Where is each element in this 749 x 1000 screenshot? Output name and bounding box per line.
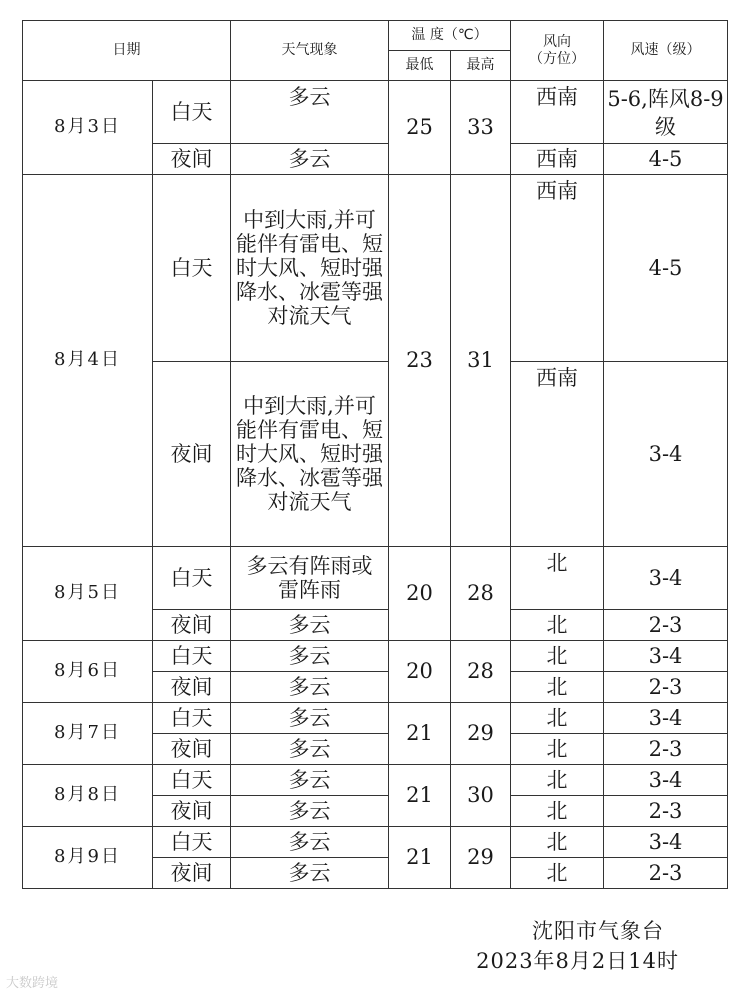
temp-min-cell: 21	[389, 827, 451, 889]
temp-max-cell: 33	[451, 81, 511, 175]
temp-min-cell: 25	[389, 81, 451, 175]
wind-speed-cell: 3-4	[604, 827, 728, 858]
wind-speed-cell: 3-4	[604, 641, 728, 672]
weather-cell: 多云	[231, 796, 389, 827]
weather-cell: 多云	[231, 703, 389, 734]
wind-direction-cell: 北	[511, 765, 604, 796]
table-row	[23, 827, 728, 858]
table-row	[23, 175, 728, 362]
wind-direction-cell: 北	[511, 827, 604, 858]
period-cell: 夜间	[153, 144, 231, 175]
weather-cell: 多云	[231, 858, 389, 889]
header-date: 日期	[23, 21, 231, 81]
temp-min-cell: 21	[389, 765, 451, 827]
period-cell: 白天	[153, 175, 231, 362]
date-cell: 8月4日	[23, 175, 153, 547]
date-cell: 8月9日	[23, 827, 153, 889]
period-cell: 夜间	[153, 610, 231, 641]
wind-speed-cell: 2-3	[604, 796, 728, 827]
weather-cell: 多云	[231, 827, 389, 858]
header-wind-direction-label: 风向	[543, 34, 571, 51]
weather-cell: 中到大雨,并可能伴有雷电、短时大风、短时强降水、冰雹等强对流天气	[231, 362, 389, 547]
wind-direction-cell: 西南	[511, 175, 604, 362]
temp-max-cell: 31	[451, 175, 511, 547]
table-row	[23, 765, 728, 796]
wind-speed-cell: 4-5	[604, 144, 728, 175]
wind-speed-cell: 2-3	[604, 610, 728, 641]
temp-min-cell: 23	[389, 175, 451, 547]
period-cell: 夜间	[153, 734, 231, 765]
weather-cell: 多云	[231, 734, 389, 765]
header-wind-direction-sub: （方位）	[529, 50, 585, 67]
temp-max-cell: 30	[451, 765, 511, 827]
temp-min-cell: 21	[389, 703, 451, 765]
header-wind-direction	[511, 21, 604, 81]
period-cell: 白天	[153, 765, 231, 796]
wind-speed-cell: 4-5	[604, 175, 728, 362]
date-cell: 8月5日	[23, 547, 153, 641]
watermark-logo: 大数跨境	[6, 976, 59, 991]
table-row	[23, 641, 728, 672]
wind-speed-cell: 3-4	[604, 703, 728, 734]
weather-cell: 多云有阵雨或雷阵雨	[231, 547, 389, 610]
header-temp-max: 最高	[451, 51, 511, 81]
wind-speed-cell: 2-3	[604, 672, 728, 703]
header-temp-min: 最低	[389, 51, 451, 81]
wind-direction-cell: 北	[511, 641, 604, 672]
temp-min-cell: 20	[389, 641, 451, 703]
period-cell: 白天	[153, 827, 231, 858]
wind-direction-cell: 北	[511, 703, 604, 734]
wind-direction-cell: 北	[511, 672, 604, 703]
table-row	[23, 81, 728, 144]
weather-cell: 多云	[231, 144, 389, 175]
period-cell: 白天	[153, 81, 231, 144]
weather-cell: 多云	[231, 765, 389, 796]
wind-direction-cell: 西南	[511, 144, 604, 175]
period-cell: 夜间	[153, 858, 231, 889]
table-row	[23, 547, 728, 610]
wind-direction-cell: 北	[511, 610, 604, 641]
weather-cell: 多云	[231, 672, 389, 703]
weather-cell: 多云	[231, 641, 389, 672]
date-cell: 8月3日	[23, 81, 153, 175]
wind-speed-cell: 2-3	[604, 734, 728, 765]
weather-cell: 多云	[231, 610, 389, 641]
temp-max-cell: 29	[451, 703, 511, 765]
wind-direction-cell: 北	[511, 734, 604, 765]
date-cell: 8月7日	[23, 703, 153, 765]
temp-min-cell: 20	[389, 547, 451, 641]
period-cell: 白天	[153, 641, 231, 672]
table-row	[23, 703, 728, 734]
wind-speed-cell: 3-4	[604, 547, 728, 610]
wind-speed-cell: 5-6,阵风8-9级	[604, 81, 728, 144]
period-cell: 白天	[153, 703, 231, 734]
period-cell: 白天	[153, 547, 231, 610]
period-cell: 夜间	[153, 796, 231, 827]
issuing-organization: 沈阳市气象台	[532, 919, 664, 943]
wind-direction-cell: 北	[511, 858, 604, 889]
header-temperature: 温 度（℃）	[389, 21, 511, 51]
period-cell: 夜间	[153, 672, 231, 703]
temp-max-cell: 28	[451, 641, 511, 703]
date-cell: 8月6日	[23, 641, 153, 703]
wind-direction-cell: 北	[511, 796, 604, 827]
wind-speed-cell: 3-4	[604, 765, 728, 796]
wind-speed-cell: 2-3	[604, 858, 728, 889]
wind-direction-cell: 北	[511, 547, 604, 610]
temp-max-cell: 29	[451, 827, 511, 889]
weather-cell: 中到大雨,并可能伴有雷电、短时大风、短时强降水、冰雹等强对流天气	[231, 175, 389, 362]
header-wind-speed: 风速（级）	[604, 21, 728, 81]
issue-datetime: 2023年8月2日14时	[476, 949, 679, 973]
weather-cell: 多云	[231, 81, 389, 144]
wind-direction-cell: 西南	[511, 362, 604, 547]
date-cell: 8月8日	[23, 765, 153, 827]
header-weather: 天气现象	[231, 21, 389, 81]
period-cell: 夜间	[153, 362, 231, 547]
temp-max-cell: 28	[451, 547, 511, 641]
wind-speed-cell: 3-4	[604, 362, 728, 547]
wind-direction-cell: 西南	[511, 81, 604, 144]
forecast-table	[22, 20, 728, 889]
